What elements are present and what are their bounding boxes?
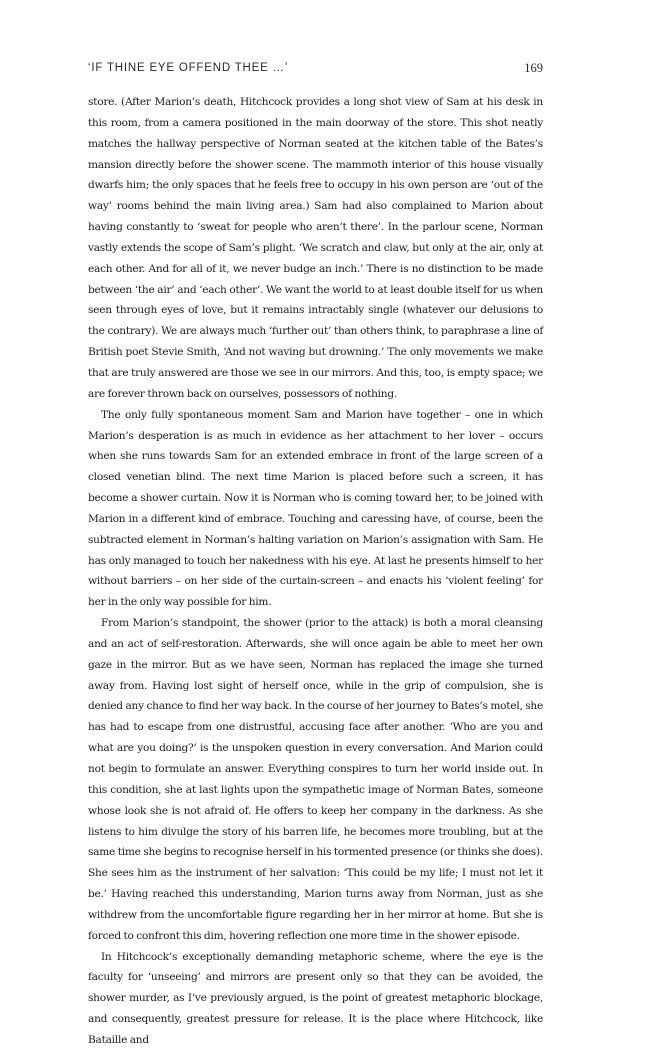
- paragraph: The only fully spontaneous moment Sam and Marion have together – one in which Marion’s desperation is as much in evidence as her attachment to her lover – occurs when she runs towards Sam for an extended embrace in front of the large screen of a closed venetian blind. The next time Marion is placed before such a screen, it has become a shower curtain. Now it is Norman who is coming toward her, to be joined with Marion in a different kind of embrace. Touching and caressing have, of course, been the subtracted element in Norman’s halting variation on Marion’s assignation with Sam. He has only managed to touch her nakedness with his eye. At last he presents himself to her without barriers – on her side of the curtain-screen – and enacts his ‘violent feeling’ for her in the only way possible for him.: [88, 408, 543, 609]
- paragraph: store. (After Marion’s death, Hitchcock provides a long shot view of Sam at his desk in this room, from a camera positioned in the main doorway of the store. This shot neatly matches the hallway perspective of Norman seated at the kitchen table of the Bates’s mansion directly before the shower scene. The mammoth interior of this house visually dwarfs him; the only spaces that he feels free to occupy in his own person are ‘out of the way’ rooms behind the main living area.) Sam had also complained to Marion about having constantly to ‘sweat for people who aren’t there’. In the parlour scene, Norman vastly extends the scope of Sam’s plight. ‘We scratch and claw, but only at the air, only at each other. And for all of it, we never budge an inch.’ There is no distinction to be made between ‘the air’ and ‘each other’. We want the world to at least double itself for us when seen through eyes of love, but it remains intractably single (whatever our delusions to the contrary). We are always much ‘further out’ than others think, to paraphrase a line of British poet Stevie Smith, ‘And not waving but drowning.’ The only movements we make that are truly answered are those we see in our mirrors. And this, too, is empty space; we are forever thrown back on ourselves, possessors of nothing.: [88, 96, 543, 400]
- running-head: ‘IF THINE EYE OFFEND THEE …’: [88, 62, 289, 74]
- paragraph: From Marion’s standpoint, the shower (prior to the attack) is both a moral cleansing and an act of self-restoration. Afterwards, she will once again be able to meet her own gaze in the mirror. But as we have seen, Norman has replaced the image she turned away from. Having lost sight of herself once, while in the grip of compulsion, she is denied any chance to find her way back. In the course of her journey to Bates’s motel, she has had to escape from one distrustful, accusing face after another. ‘Who are you and what are you doing?’ is the unspoken question in every conversation. And Marion could not begin to formulate an answer. Everything conspires to turn her world inside out. In this condition, she at last lights upon the sympathetic image of Norman Bates, someone whose look she is not afraid of. He offers to keep her company in the darkness. As she listens to him divulge the story of his barren life, he becomes more troubling, but at the same time she begins to recognise herself in his tormented presence (or thinks she does). She sees him as the instrument of her salvation: ‘This could be my life; I must not let it be.’ Having reached this understanding, Marion turns away from Norman, just as she withdrew from the uncomfortable figure regarding her in her mirror at home. But she is forced to confront this dim, hovering reflection one more time in the shower episode.: [88, 617, 543, 942]
- body-text: [88, 92, 543, 1051]
- paragraph: In Hitchcock’s exceptionally demanding metaphoric scheme, where the eye is the faculty for ‘unseeing’ and mirrors are present only so that they can be avoided, the shower murder, as I’ve previously argued, is the point of greatest metaphoric blockage, and consequently, greatest pressure for release. It is the place where Hitchcock, like Bataille and: [88, 950, 543, 1046]
- page-number: 169: [524, 61, 543, 75]
